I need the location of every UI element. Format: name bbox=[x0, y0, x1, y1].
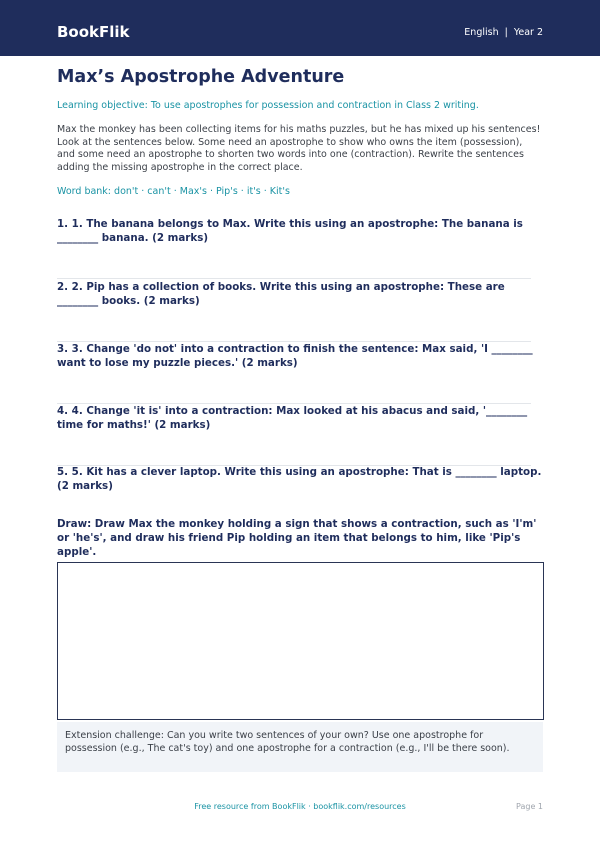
answer-line-1[interactable] bbox=[57, 278, 531, 279]
intro-paragraph: Max the monkey has been collecting items for his maths puzzles, but he has mixed up his sentences! Look at the sentences below. Some need an apostrophe to show who owns the item (possession), and some need an apostrophe to shorten two words into one (contraction). Rewrite the sentences adding the missing apostrophe in the correct place. bbox=[57, 124, 541, 173]
word-bank: Word bank: don't · can't · Max's · Pip's · it's · Kit's bbox=[57, 186, 290, 197]
question-1: 1. 1. The banana belongs to Max. Write this using an apostrophe: The banana is ________ banana. (2 marks) bbox=[57, 218, 523, 244]
question-3: 3. 3. Change 'do not' into a contraction to finish the sentence: Max said, 'I ________ want to lose my puzzle pieces.' (2 marks) bbox=[57, 343, 533, 369]
footer-text: Free resource from BookFlik · bookflik.com/resources bbox=[194, 802, 406, 811]
brand-logo-text: BookFlik bbox=[57, 23, 130, 41]
page-number: Page 1 bbox=[516, 802, 543, 811]
learning-objective: Learning objective: To use apostrophes for possession and contraction in Class 2 writing. bbox=[57, 100, 479, 111]
question-4: 4. 4. Change 'it is' into a contraction: Max looked at his abacus and said, '________ time for maths!' (2 marks) bbox=[57, 405, 528, 431]
extension-challenge: Extension challenge: Can you write two sentences of your own? Use one apostrophe for possession (e.g., The cat's toy) and one apostrophe for a contraction (e.g., I'll be there soon). bbox=[57, 722, 543, 772]
page-header bbox=[0, 0, 600, 56]
worksheet-title: Max’s Apostrophe Adventure bbox=[57, 67, 345, 87]
draw-prompt: Draw: Draw Max the monkey holding a sign that shows a contraction, such as 'I'm' or 'he's', and draw his friend Pip holding an item that belongs to him, like 'Pip's apple'. bbox=[57, 518, 537, 558]
drawing-box[interactable] bbox=[57, 562, 544, 720]
meta-separator: | bbox=[504, 27, 508, 38]
question-2: 2. 2. Pip has a collection of books. Write this using an apostrophe: These are ________ books. (2 marks) bbox=[57, 281, 505, 307]
question-5: 5. 5. Kit has a clever laptop. Write this using an apostrophe: That is ________ laptop. (2 marks) bbox=[57, 466, 542, 492]
header-meta bbox=[464, 27, 543, 39]
subject-label: English bbox=[464, 27, 499, 38]
year-label: Year 2 bbox=[513, 27, 543, 38]
